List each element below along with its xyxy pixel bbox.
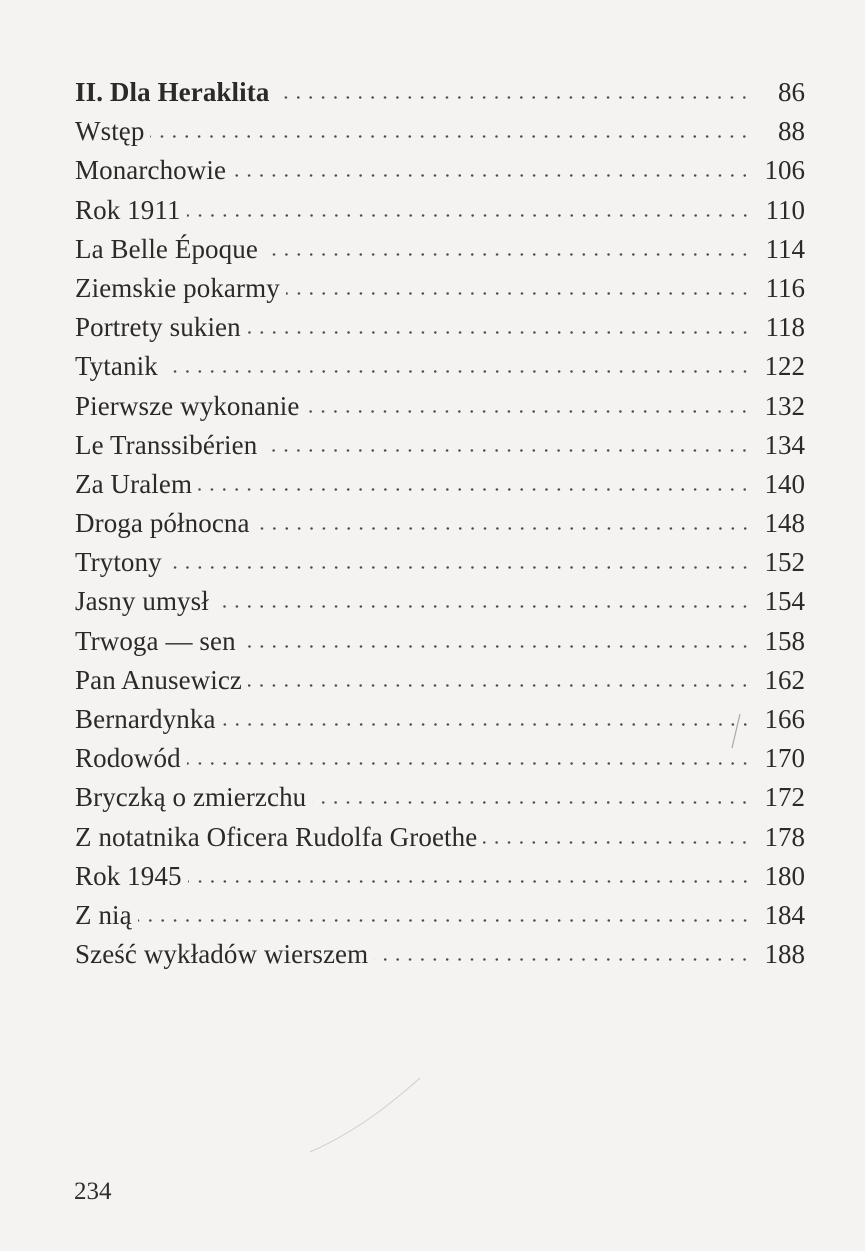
- dot-leader: [483, 841, 751, 844]
- toc-entry: [75, 622, 805, 661]
- toc-entry: [75, 778, 805, 817]
- toc-entry-page-number: 178: [764, 821, 805, 852]
- dot-leader: [150, 135, 751, 138]
- toc-entry: [75, 347, 805, 386]
- toc-entry-title: Jasny umysł: [75, 586, 209, 617]
- toc-entry: [75, 700, 805, 739]
- toc-entry-title: Trwoga — sen: [75, 625, 236, 656]
- toc-entry-page-number: 122: [764, 351, 805, 382]
- dot-leader: [247, 331, 751, 334]
- toc-entry-page-number: 106: [764, 155, 805, 186]
- dot-leader: [215, 605, 751, 608]
- toc-entry-title: Pan Anusewicz: [75, 664, 243, 695]
- dot-leader: [264, 253, 751, 256]
- toc-entry-title: Sześć wykładów wierszem: [75, 939, 369, 970]
- toc-entry-title: Pierwsze wykonanie: [75, 390, 300, 421]
- toc-entry-title: Z notatnika Oficera Rudolfa Groethe: [75, 821, 478, 852]
- toc-entry-page-number: 134: [764, 429, 805, 460]
- toc-entry-page-number: 180: [764, 860, 805, 891]
- dot-leader: [263, 449, 751, 452]
- toc-entry: [75, 308, 805, 347]
- toc-entry: [75, 465, 805, 504]
- toc-entry-title: Trytony: [75, 547, 162, 578]
- dot-leader: [305, 410, 751, 413]
- toc-entry: [75, 857, 805, 896]
- dot-leader: [164, 370, 751, 373]
- dot-leader: [198, 488, 751, 491]
- toc-entry-title: Portrety sukien: [75, 312, 241, 343]
- toc-entry-title: La Belle Époque: [75, 233, 258, 264]
- toc-entry: [75, 896, 805, 935]
- dot-leader: [168, 566, 751, 569]
- toc-entry: [75, 230, 805, 269]
- toc-entry-title: Ziemskie pokarmy: [75, 272, 280, 303]
- toc-entry-page-number: 170: [764, 743, 805, 774]
- toc-entry: [75, 818, 805, 857]
- toc-entry: [75, 426, 805, 465]
- toc-entry-title: Tytanik: [75, 351, 158, 382]
- toc-entry-title: II. Dla Heraklita: [75, 77, 270, 107]
- toc-entry: [75, 504, 805, 543]
- toc-entry-title: Bernardynka: [75, 704, 216, 734]
- toc-entry-page-number: 132: [764, 390, 805, 421]
- toc-entry-title: Za Uralem: [75, 468, 193, 499]
- toc-entry-page-number: 114: [765, 233, 805, 264]
- dot-leader: [222, 723, 751, 726]
- table-of-contents: [75, 73, 805, 974]
- toc-entry-title: Bryczką o zmierzchu: [75, 782, 307, 813]
- toc-entry-title: Droga północna: [75, 508, 250, 539]
- toc-entry-page-number: 158: [764, 625, 805, 656]
- dot-leader: [312, 801, 751, 804]
- toc-entry-page-number: 116: [765, 272, 805, 303]
- toc-entry: [75, 151, 805, 190]
- dot-leader: [188, 880, 751, 883]
- page-number: 234: [74, 1178, 112, 1205]
- dot-leader: [232, 174, 751, 177]
- toc-entry: [75, 739, 805, 778]
- toc-entry: [75, 387, 805, 426]
- toc-entry-page-number: 152: [764, 547, 805, 578]
- toc-entry-page-number: 162: [764, 664, 805, 695]
- toc-entry-title: Monarchowie: [75, 155, 227, 186]
- toc-entry-page-number: 172: [764, 782, 805, 813]
- toc-entry: [75, 582, 805, 621]
- toc-entry-page-number: 110: [765, 194, 805, 225]
- toc-entry-page-number: 88: [778, 116, 805, 147]
- toc-entry-title: Wstęp: [75, 116, 145, 147]
- toc-entry-page-number: 166: [764, 704, 805, 734]
- toc-entry-title: Rok 1945: [75, 860, 182, 891]
- toc-entry-title: Rodowód: [75, 743, 181, 774]
- toc-entry: [75, 191, 805, 230]
- toc-entry: [75, 269, 805, 308]
- dot-leader: [374, 958, 751, 961]
- toc-entry-page-number: 154: [764, 586, 805, 617]
- dot-leader: [187, 214, 751, 217]
- toc-entry-page-number: 118: [765, 312, 805, 343]
- pencil-mark-2: [300, 1070, 430, 1160]
- toc-entry-title: Rok 1911: [75, 194, 181, 225]
- dot-leader: [242, 645, 751, 648]
- dot-leader: [286, 292, 751, 295]
- toc-entry-page-number: 86: [778, 77, 805, 107]
- toc-entry: [75, 543, 805, 582]
- toc-entry-page-number: 188: [764, 939, 805, 970]
- toc-entry-title: Le Transsibérien: [75, 429, 258, 460]
- toc-entry: [75, 935, 805, 974]
- dot-leader: [187, 762, 751, 765]
- dot-leader: [275, 96, 751, 99]
- toc-entry-page-number: 140: [764, 468, 805, 499]
- toc-entry: [75, 73, 805, 112]
- toc-entry: [75, 112, 805, 151]
- dot-leader: [256, 527, 751, 530]
- dot-leader: [248, 684, 751, 687]
- toc-entry: [75, 661, 805, 700]
- toc-entry-title: Z nią: [75, 899, 132, 930]
- toc-entry-page-number: 148: [764, 508, 805, 539]
- toc-entry-page-number: 184: [764, 899, 805, 930]
- dot-leader: [138, 919, 751, 922]
